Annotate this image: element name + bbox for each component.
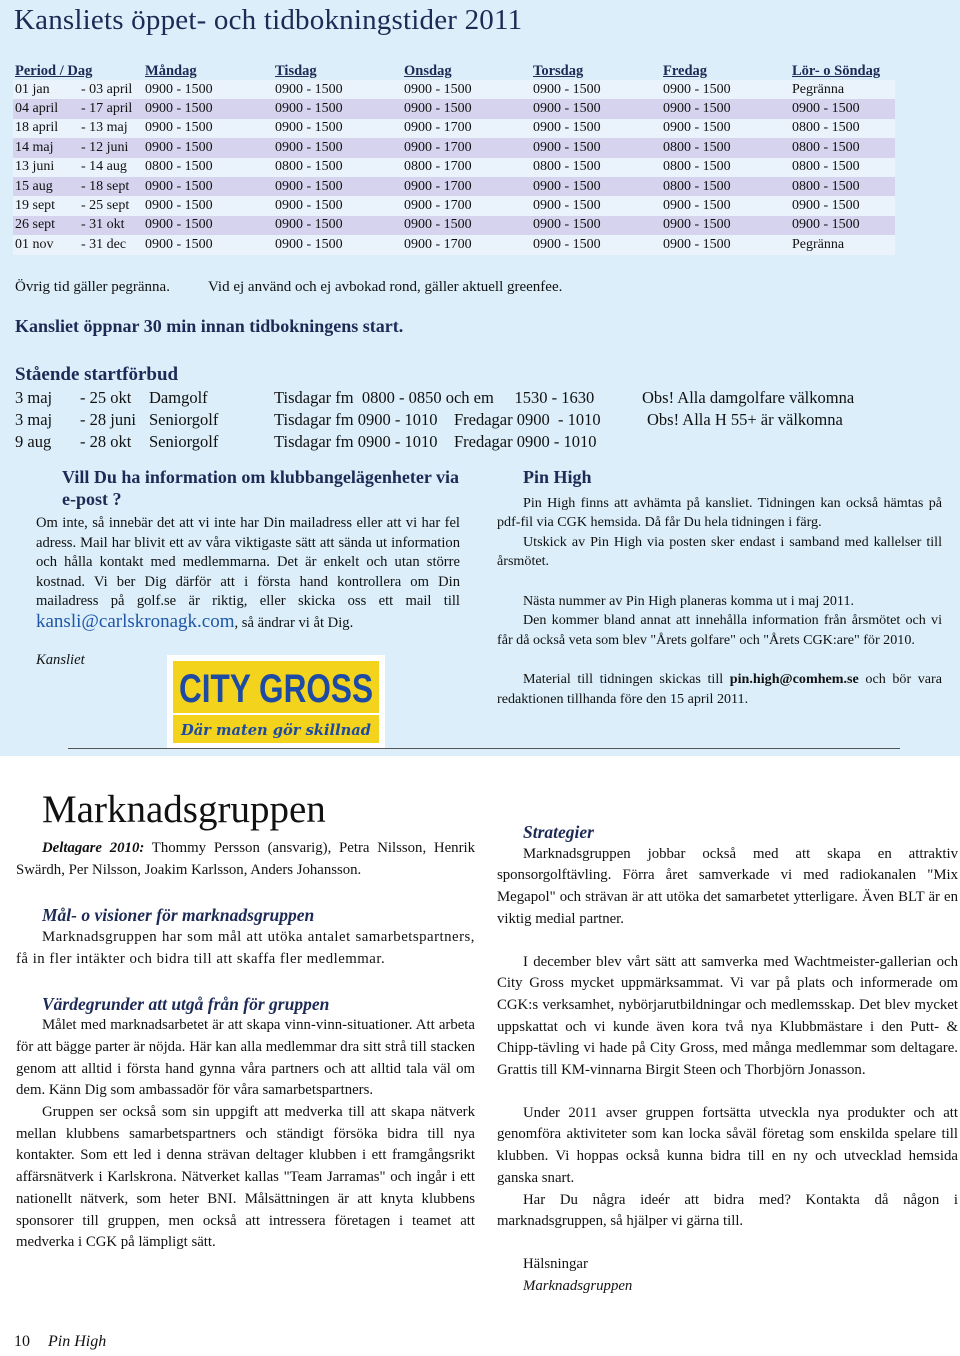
pin-high-title: Pin High	[523, 467, 592, 487]
hours-cell: 0800 - 1500	[143, 158, 273, 177]
pin-high-paragraph: Pin High finns att avhämta på kansliet. Tidningen kan också hämtas på pdf-fil via CGK hemsida. Då får Du hela tidningen i färg.	[497, 494, 942, 531]
goals-title: Mål- o visioner för marknadsgruppen	[42, 905, 315, 926]
standing-ban-group: Damgolf	[149, 388, 208, 407]
schedule-row	[13, 196, 895, 215]
column-header: Onsdag	[404, 62, 452, 79]
column-header: Tisdag	[275, 62, 317, 79]
greeting: Hälsningar	[523, 1255, 588, 1272]
hours-cell: 0800 - 1700	[402, 158, 531, 177]
ad-slogan: Där maten gör skillnad	[180, 721, 372, 739]
hours-cell: 0900 - 1500	[273, 216, 402, 235]
hours-cell: 0900 - 1500	[531, 138, 661, 157]
email-info-title: Vill Du ha information om klubbangelägenheter via e-post ?	[62, 467, 460, 509]
hours-cell: 0900 - 1500	[143, 138, 273, 157]
pin-high-box	[497, 468, 942, 709]
hours-cell: 0900 - 1500	[402, 99, 531, 118]
schedule-row	[13, 177, 895, 196]
hours-cell: 0900 - 1500	[143, 216, 273, 235]
email-info-signature: Kansliet	[36, 651, 85, 668]
page-title: Kansliets öppet- och tidbokningstider 2011	[14, 4, 523, 36]
period-cell: 13 juni	[13, 158, 79, 177]
schedule-row	[13, 235, 895, 254]
pin-high-paragraph: Den kommer bland annat att innehålla information från årsmötet och vi får då också veta som blev "Årets golfare" och "Årets CGK:are" för 2010.	[497, 612, 942, 648]
participants-text: Deltagare 2010: Thommy Persson (ansvarig), Petra Nilsson, Henrik Swärdh, Per Nilsson, Joakim Karlsson, Anders Johansson.	[16, 840, 476, 878]
hours-cell: 0900 - 1500	[402, 216, 531, 235]
greenfee-note: Vid ej använd och ej avbokad rond, gäller aktuell greenfee.	[208, 279, 563, 295]
hours-cell: 0800 - 1500	[790, 119, 895, 138]
hours-cell: 0900 - 1500	[273, 80, 402, 99]
hours-cell: 0800 - 1500	[273, 158, 402, 177]
office-email-link[interactable]: kansli@carlskronagk.com	[36, 610, 235, 632]
strategy-text: I december blev vårt sätt att samverka med Wachtmeister-gallerian och City Gross mycket uppmärksammat. Vi var på plats och informerade om CGK:s verksamhet, nybörjarutbildningar och medlemsskap. Det blev mycket uppskattat och vi kunde även kora två nya Klubbmästare i den Putt- & Chipp-tävling vi hade på City Gross, med många medlemmar som deltagare. Grattis till KM-vinnarna Birgit Steen och Thorbjörn Jonasson.	[497, 953, 958, 1079]
hours-cell: 0900 - 1500	[273, 99, 402, 118]
strategy-text: Under 2011 avser gruppen fortsätta utveckla nya produkter och att genomföra aktiviteter som kan locka såväl företag som enskilda spelare till klubben. Vi hoppas också kunna bidra till en ny och utvecklad hemsida ganska snart.	[497, 1104, 958, 1186]
period-cell: 14 maj	[13, 138, 79, 157]
email-info-text: Om inte, så innebär det att vi inte har Din mailadress eller att vi har fel adress. Mail har blivit ett av våra viktigaste sätt att sända ut information och hålla kontakt med medlemmarna. Det är enkelt och utan större kostnad. Vi ber Dig därför att i första hand kontrollera om Din mailadress på golf.se är riktig, eller skicka oss ett mail till kansli@carlskronagk.com, så ändrar vi åt Dig.	[36, 515, 460, 632]
strategy-text: Marknadsgruppen jobbar också med att skapa en attraktiv sponsorgolftävling. Förra året samverkade vi med radiokanalen "Mix Megapol" och strävan är att utöka det samarbetet ytterligare. Även BLT är en viktig medial partner.	[497, 845, 958, 927]
page-number: 10	[14, 1333, 30, 1350]
hours-cell: 0900 - 1700	[402, 138, 531, 157]
hours-cell: 0800 - 1500	[661, 177, 790, 196]
hours-cell: 0900 - 1700	[402, 235, 531, 254]
standing-ban-note: Obs! Alla H 55+ är välkomna	[647, 410, 843, 429]
period-cell: - 25 sept	[79, 196, 143, 215]
hours-cell: 0900 - 1500	[273, 196, 402, 215]
hours-cell: 0800 - 1500	[531, 158, 661, 177]
period-cell: - 31 dec	[79, 235, 143, 254]
period-cell: - 13 maj	[79, 119, 143, 138]
hours-cell: 0900 - 1500	[661, 99, 790, 118]
hours-cell: 0900 - 1500	[531, 196, 661, 215]
hours-cell: 0800 - 1500	[661, 138, 790, 157]
hours-cell: 0900 - 1700	[402, 119, 531, 138]
hours-cell: 0900 - 1500	[661, 235, 790, 254]
hours-cell: 0900 - 1500	[531, 235, 661, 254]
hours-cell: 0900 - 1500	[661, 119, 790, 138]
column-header: Måndag	[145, 62, 197, 79]
city-gross-logo	[167, 655, 385, 748]
column-header: Torsdag	[533, 62, 584, 79]
column-header: Lör- o Söndag	[792, 62, 881, 79]
hours-cell: 0900 - 1500	[143, 235, 273, 254]
goals-text: Marknadsgruppen har som mål att utöka antalet samarbetspartners, få in fler intäkter och bidra till att skaffa fler medlemmar.	[16, 929, 475, 967]
publication-name: Pin High	[48, 1333, 107, 1350]
hours-cell: 0900 - 1500	[531, 216, 661, 235]
hours-cell: 0900 - 1500	[531, 99, 661, 118]
hours-cell: Pegränna	[790, 235, 895, 254]
hours-cell: 0900 - 1500	[143, 80, 273, 99]
period-cell: 15 aug	[13, 177, 79, 196]
schedule-row	[13, 119, 895, 138]
column-header: Fredag	[663, 62, 708, 79]
period-cell: 04 april	[13, 99, 79, 118]
period-cell: 01 nov	[13, 235, 79, 254]
hours-cell: 0900 - 1500	[790, 196, 895, 215]
schedule-table	[13, 62, 895, 255]
pin-high-paragraph: Material till tidningen skickas till pin.high@comhem.se och bör vara redaktionen tillhanda före den 15 april 2011.	[497, 670, 943, 707]
hours-cell: 0900 - 1500	[661, 196, 790, 215]
standing-ban-to: - 28 okt	[80, 432, 132, 451]
hours-cell: 0900 - 1700	[402, 177, 531, 196]
standing-ban-group: Seniorgolf	[149, 410, 219, 429]
hours-cell: 0900 - 1500	[143, 177, 273, 196]
pin-high-email-link[interactable]: pin.high@comhem.se	[729, 670, 859, 687]
period-cell: 18 april	[13, 119, 79, 138]
marketing-left-column	[16, 838, 475, 1254]
hours-cell: 0800 - 1500	[790, 158, 895, 177]
period-cell: - 14 aug	[79, 158, 143, 177]
period-cell: - 12 juni	[79, 138, 143, 157]
period-cell: - 17 april	[79, 99, 143, 118]
strategy-title: Strategier	[523, 822, 594, 842]
other-time-note: Övrig tid gäller pegränna.	[15, 279, 170, 295]
period-cell: 19 sept	[13, 196, 79, 215]
hours-cell: 0900 - 1500	[273, 119, 402, 138]
standing-ban-group: Seniorgolf	[149, 432, 219, 451]
hours-cell: 0900 - 1700	[402, 196, 531, 215]
hours-cell: 0900 - 1500	[790, 99, 895, 118]
values-text: Gruppen ser också som sin uppgift att medverka till att skapa nätverk mellan klubbens samarbetspartners och ständigt försöka bidra till nya kontakter. Som ett led i denna strävan deltager klubben i ett framgångsrikt affärsnätverk i Karlskrona. Nätverket kallas "Team Jarramas" och ingår i ett nationellt nätverk, som heter BNI. Målsättningen är att knyta klubbens sponsorer till gruppen, men också att intressera företagen i teamet att medverka i CGK på lämpligt sätt.	[16, 1104, 475, 1251]
ad-brand: CITY GROSS	[179, 667, 373, 711]
schedule-row	[13, 216, 895, 235]
hours-cell: 0900 - 1500	[143, 99, 273, 118]
period-cell: - 18 sept	[79, 177, 143, 196]
standing-ban-to: - 25 okt	[80, 388, 132, 407]
schedule-row	[13, 158, 895, 177]
email-info-box	[36, 466, 460, 670]
standing-ban-from: 3 maj	[15, 388, 53, 407]
hours-cell: 0900 - 1500	[531, 80, 661, 99]
standing-start-ban-title: Stående startförbud	[15, 364, 179, 385]
marketing-right-column	[497, 822, 958, 1297]
standing-ban-times: Tisdagar fm 0900 - 1010 Fredagar 0900 - 1010	[274, 410, 601, 429]
hours-cell: Pegränna	[790, 80, 895, 99]
standing-ban-note: Obs! Alla damgolfare välkomna	[642, 388, 855, 407]
standing-ban-from: 9 aug	[15, 432, 52, 451]
hours-cell: 0900 - 1500	[661, 216, 790, 235]
schedule-header-row	[13, 62, 895, 80]
hours-cell: 0900 - 1500	[661, 80, 790, 99]
page-footer	[14, 1333, 106, 1351]
hours-cell: 0900 - 1500	[273, 235, 402, 254]
standing-ban-from: 3 maj	[15, 410, 53, 429]
hours-cell: 0900 - 1500	[143, 196, 273, 215]
period-cell: - 31 okt	[79, 216, 143, 235]
greeting-signature: Marknadsgruppen	[523, 1277, 633, 1294]
hours-cell: 0900 - 1500	[402, 80, 531, 99]
hours-cell: 0900 - 1500	[531, 119, 661, 138]
pin-high-paragraph: Utskick av Pin High via posten sker endast i samband med kallelser till årsmötet.	[497, 533, 942, 570]
schedule-row	[13, 138, 895, 157]
hours-cell: 0900 - 1500	[531, 177, 661, 196]
standing-ban-times: Tisdagar fm 0800 - 0850 och em 1530 - 1630	[274, 388, 595, 407]
hours-cell: 0900 - 1500	[790, 216, 895, 235]
hours-cell: 0900 - 1500	[273, 138, 402, 157]
period-cell: 26 sept	[13, 216, 79, 235]
schedule-row	[13, 80, 895, 99]
period-cell: 01 jan	[13, 80, 79, 99]
hours-cell: 0900 - 1500	[273, 177, 402, 196]
period-cell: - 03 april	[79, 80, 143, 99]
hours-cell: 0800 - 1500	[790, 138, 895, 157]
hours-cell: 0800 - 1500	[790, 177, 895, 196]
pin-high-paragraph: Nästa nummer av Pin High planeras komma ut i maj 2011.	[523, 592, 855, 609]
office-opens-note: Kansliet öppnar 30 min innan tidbokningens start.	[15, 316, 404, 336]
hours-cell: 0800 - 1500	[661, 158, 790, 177]
hours-cell: 0900 - 1500	[143, 119, 273, 138]
schedule-row	[13, 99, 895, 118]
standing-ban-times: Tisdagar fm 0900 - 1010 Fredagar 0900 - 1010	[274, 432, 597, 451]
standing-ban-to: - 28 juni	[80, 410, 136, 429]
values-title: Värdegrunder att utgå från för gruppen	[42, 993, 330, 1014]
values-text: Målet med marknadsarbetet är att skapa vinn-vinn-situationer. Att arbeta för att bägge parter är nöjda. Här kan alla medlemmar dra sitt strå till stacken genom att alltid i första hand gynna våra partners och att alltid tala väl om dem. Känn Dig som ambassadör för våra samarbetspartners.	[16, 1017, 475, 1099]
strategy-text: Har Du några ideér att bidra med? Kontakta då någon i marknadsgruppen, så hjälper vi gärna till.	[497, 1191, 958, 1230]
marketing-group-title: Marknadsgruppen	[42, 788, 326, 831]
column-header: Period / Dag	[15, 62, 93, 79]
section-divider	[68, 748, 900, 749]
